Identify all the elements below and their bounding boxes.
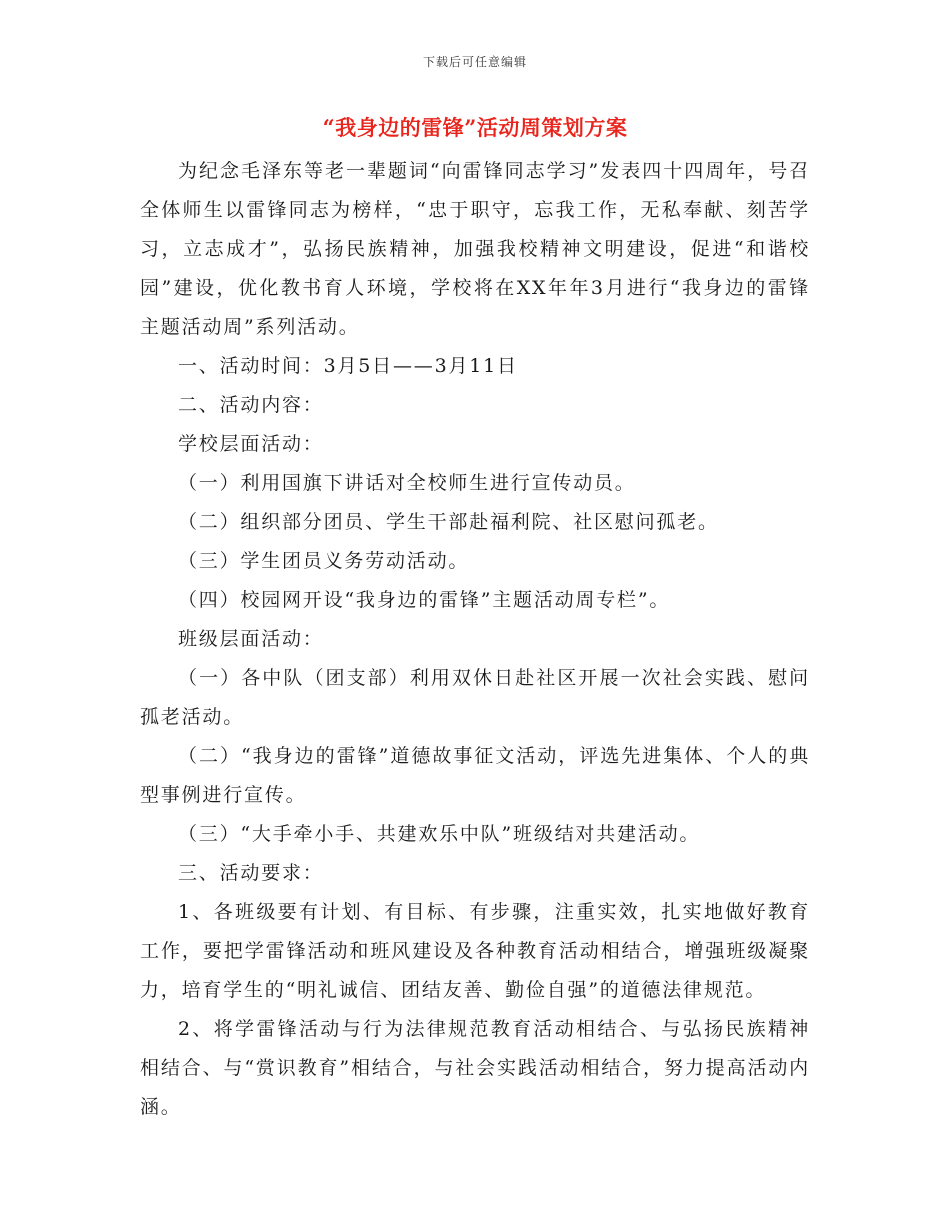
class-level-heading: 班级层面活动： [178,628,324,650]
section-requirements: 三、活动要求： [178,862,324,884]
intro-paragraph: 为纪念毛泽东等老一辈题词“向雷锋同志学习”发表四十四周年，号召全体师生以雷锋同志为榜样，“忠于职守，忘我工作，无私奉献、刻苦学习，立志成才”，弘扬民族精神，加强我校精神文明建设，促进“和谐校园”建设，优化教书育人环境，学校将在XX年年3月进行“我身边的雷锋主题活动周”系列活动。 [140,160,810,338]
class-item-3: （三）“大手牵小手、共建欢乐中队”班级结对共建活动。 [178,823,701,845]
section-activity-time: 一、活动时间：3月5日——3月11日 [178,355,518,377]
requirement-1: 1、各班级要有计划、有目标、有步骤，注重实效，扎实地做好教育工作，要把学雷锋活动和班风建设及各种教育活动相结合，增强班级凝聚力，培育学生的“明礼诚信、团结友善、勤俭自强”的道德法律规范。 [140,901,810,1001]
document-title: “我身边的雷锋”活动周策划方案 [322,115,628,140]
school-item-4: （四）校园网开设“我身边的雷锋”主题活动周专栏”。 [178,589,671,611]
document-body [140,152,810,1127]
school-item-1: （一）利用国旗下讲话对全校师生进行宣传动员。 [178,472,636,494]
class-item-2: （二）“我身边的雷锋”道德故事征文活动，评选先进集体、个人的典型事例进行宣传。 [140,745,810,806]
school-item-3: （三）学生团员义务劳动活动。 [178,550,470,572]
header-note: 下载后可任意编辑 [422,55,527,69]
requirement-2: 2、将学雷锋活动与行为法律规范教育活动相结合、与弘扬民族精神相结合、与“赏识教育”相结合，与社会实践活动相结合，努力提高活动内涵。 [140,1018,810,1118]
class-item-1: （一）各中队（团支部）利用双休日赴社区开展一次社会实践、慰问孤老活动。 [140,667,810,728]
section-activity-content: 二、活动内容： [178,394,324,416]
school-item-2: （二）组织部分团员、学生干部赴福利院、社区慰问孤老。 [178,511,719,533]
school-level-heading: 学校层面活动： [178,433,324,455]
